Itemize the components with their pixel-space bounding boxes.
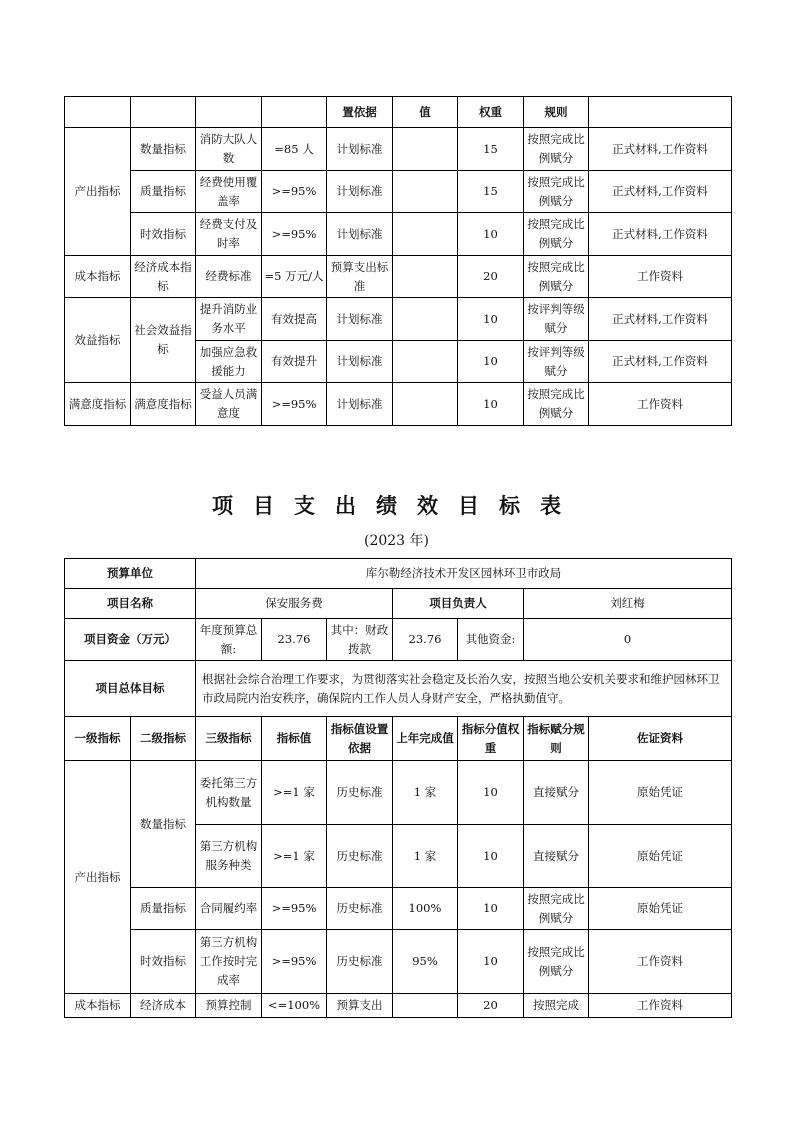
evidence-cell: 正式材料,工作资料: [589, 128, 732, 171]
header-cell: 上年完成值: [393, 717, 458, 761]
project-owner-label: 项目负责人: [393, 589, 524, 619]
value-cell: 有效提高: [262, 298, 327, 341]
prev-cell: [393, 341, 458, 383]
level3-cell: 加强应急救援能力: [196, 341, 262, 383]
annual-budget-label: 年度预算总额:: [196, 619, 262, 661]
weight-cell: 10: [458, 825, 524, 888]
table-header-row: [65, 97, 732, 128]
level3-cell: 提升消防业务水平: [196, 298, 262, 341]
value-cell: >=1 家: [262, 761, 327, 825]
level3-cell: 经费支付及时率: [196, 213, 262, 256]
level2-cell: 经济成本: [131, 994, 196, 1018]
level3-cell: 消防大队人数: [196, 128, 262, 171]
project-name-label: 项目名称: [65, 589, 196, 619]
rule-cell: 按照完成: [524, 994, 589, 1018]
rule-cell: 按照完成比例赋分: [524, 128, 589, 171]
page-title: 项目支出绩效目标表: [212, 494, 581, 518]
value-cell: >=1 家: [262, 825, 327, 888]
basis-cell: 预算支出标准: [327, 256, 393, 298]
level3-cell: 经费标准: [196, 256, 262, 298]
evidence-cell: 正式材料,工作资料: [589, 298, 732, 341]
other-funds-value: 0: [524, 619, 732, 661]
weight-cell: 20: [458, 994, 524, 1018]
rule-cell: 按照完成比例赋分: [524, 213, 589, 256]
weight-cell: 10: [458, 930, 524, 994]
header-cell: [262, 97, 327, 128]
basis-cell: 计划标准: [327, 383, 393, 426]
basis-cell: 历史标准: [327, 930, 393, 994]
header-cell: 权重: [458, 97, 524, 128]
level2-cell: 数量指标: [131, 761, 196, 888]
evidence-cell: 工作资料: [589, 383, 732, 426]
level3-cell: 经费使用覆盖率: [196, 171, 262, 213]
level1-cell: 效益指标: [65, 298, 131, 383]
basis-cell: 计划标准: [327, 298, 393, 341]
level2-cell: 经济成本指标: [131, 256, 196, 298]
level2-cell: 质量指标: [131, 888, 196, 930]
rule-cell: 按照完成比例赋分: [524, 930, 589, 994]
header-cell: 指标值设置依据: [327, 717, 393, 761]
level2-cell: 数量指标: [131, 128, 196, 171]
basis-cell: 计划标准: [327, 128, 393, 171]
basis-cell: 计划标准: [327, 213, 393, 256]
table-row: [65, 128, 732, 171]
header-cell: 指标值: [262, 717, 327, 761]
table-row: [65, 994, 732, 1018]
evidence-cell: 正式材料,工作资料: [589, 341, 732, 383]
weight-cell: 20: [458, 256, 524, 298]
table-row: [65, 383, 732, 426]
evidence-cell: 正式材料,工作资料: [589, 171, 732, 213]
goal-text: 根据社会综合治理工作要求，为贯彻落实社会稳定及长治久安，按照当地公安机关要求和维护园林环卫市政局院内治安秩序，确保院内工作人员人身财产安全，严格执勤值守。: [196, 661, 732, 717]
value-cell: >=95%: [262, 171, 327, 213]
goal-row: [65, 661, 732, 717]
prev-cell: [393, 256, 458, 298]
header-cell: 值: [393, 97, 458, 128]
level2-cell: 时效指标: [131, 213, 196, 256]
prev-cell: [393, 128, 458, 171]
fund-row: [65, 619, 732, 661]
basis-cell: 历史标准: [327, 825, 393, 888]
level1-cell: 满意度指标: [65, 383, 131, 426]
value-cell: >=95%: [262, 888, 327, 930]
prev-cell: [393, 213, 458, 256]
value-cell: >=95%: [262, 383, 327, 426]
value-cell: <=100%: [262, 994, 327, 1018]
rule-cell: 按照完成比例赋分: [524, 383, 589, 426]
level3-cell: 合同履约率: [196, 888, 262, 930]
level1-cell: 成本指标: [65, 994, 131, 1018]
level3-cell: 第三方机构服务种类: [196, 825, 262, 888]
level2-cell: 质量指标: [131, 171, 196, 213]
level1-cell: 成本指标: [65, 256, 131, 298]
prev-cell: [393, 994, 458, 1018]
evidence-cell: 工作资料: [589, 930, 732, 994]
weight-cell: 10: [458, 383, 524, 426]
table-row: [65, 930, 732, 994]
header-cell: [131, 97, 196, 128]
prev-cell: 1 家: [393, 761, 458, 825]
header-cell: [65, 97, 131, 128]
level2-cell: 时效指标: [131, 930, 196, 994]
table-row: [65, 298, 732, 341]
performance-goal-table: [64, 558, 732, 1018]
weight-cell: 15: [458, 171, 524, 213]
rule-cell: 按照完成比例赋分: [524, 888, 589, 930]
rule-cell: 按照完成比例赋分: [524, 171, 589, 213]
rule-cell: 直接赋分: [524, 761, 589, 825]
goal-label: 项目总体目标: [65, 661, 196, 717]
annual-budget-value: 23.76: [262, 619, 327, 661]
evidence-cell: 原始凭证: [589, 825, 732, 888]
prev-cell: 100%: [393, 888, 458, 930]
level3-cell: 第三方机构工作按时完成率: [196, 930, 262, 994]
unit-label: 预算单位: [65, 559, 196, 589]
prev-cell: [393, 171, 458, 213]
value-cell: =5 万元/人: [262, 256, 327, 298]
evidence-cell: 工作资料: [589, 994, 732, 1018]
level3-cell: 预算控制: [196, 994, 262, 1018]
evidence-cell: 正式材料,工作资料: [589, 213, 732, 256]
prev-cell: 95%: [393, 930, 458, 994]
unit-value: 库尔勒经济技术开发区园林环卫市政局: [196, 559, 732, 589]
header-cell: [589, 97, 732, 128]
basis-cell: 历史标准: [327, 888, 393, 930]
fund-label: 项目资金（万元）: [65, 619, 196, 661]
header-cell: 二级指标: [131, 717, 196, 761]
evidence-cell: 工作资料: [589, 256, 732, 298]
weight-cell: 15: [458, 128, 524, 171]
table-row: [65, 256, 732, 298]
level3-cell: 受益人员满意度: [196, 383, 262, 426]
basis-cell: 预算支出: [327, 994, 393, 1018]
header-cell: 规则: [524, 97, 589, 128]
header-cell: 一级指标: [65, 717, 131, 761]
basis-cell: 历史标准: [327, 761, 393, 825]
header-cell: 佐证资料: [589, 717, 732, 761]
evidence-cell: 原始凭证: [589, 761, 732, 825]
rule-cell: 按照完成比例赋分: [524, 256, 589, 298]
table-row: [65, 213, 732, 256]
rule-cell: 按评判等级赋分: [524, 298, 589, 341]
indicator-table-continued: [64, 96, 732, 426]
project-name-row: [65, 589, 732, 619]
level1-cell: 产出指标: [65, 128, 131, 256]
weight-cell: 10: [458, 888, 524, 930]
evidence-cell: 原始凭证: [589, 888, 732, 930]
table-row: [65, 171, 732, 213]
value-cell: =85 人: [262, 128, 327, 171]
header-cell: 指标赋分规则: [524, 717, 589, 761]
header-cell: 置依据: [327, 97, 393, 128]
prev-cell: [393, 383, 458, 426]
value-cell: 有效提升: [262, 341, 327, 383]
project-name-value: 保安服务费: [196, 589, 393, 619]
basis-cell: 计划标准: [327, 171, 393, 213]
level2-cell: 社会效益指标: [131, 298, 196, 383]
weight-cell: 10: [458, 341, 524, 383]
table-row: [65, 761, 732, 825]
year-subtitle: (2023 年): [363, 533, 429, 549]
value-cell: >=95%: [262, 213, 327, 256]
other-funds-label: 其他资金:: [458, 619, 524, 661]
weight-cell: 10: [458, 298, 524, 341]
rule-cell: 直接赋分: [524, 825, 589, 888]
rule-cell: 按评判等级赋分: [524, 341, 589, 383]
fiscal-label: 其中：财政拨款: [327, 619, 393, 661]
table-header-row: [65, 717, 732, 761]
unit-row: [65, 559, 732, 589]
prev-cell: 1 家: [393, 825, 458, 888]
level1-cell: 产出指标: [65, 761, 131, 994]
header-cell: 三级指标: [196, 717, 262, 761]
value-cell: >=95%: [262, 930, 327, 994]
level2-cell: 满意度指标: [131, 383, 196, 426]
weight-cell: 10: [458, 213, 524, 256]
weight-cell: 10: [458, 761, 524, 825]
prev-cell: [393, 298, 458, 341]
header-cell: [196, 97, 262, 128]
fiscal-value: 23.76: [393, 619, 458, 661]
project-owner-value: 刘红梅: [524, 589, 732, 619]
header-cell: 指标分值权重: [458, 717, 524, 761]
table-row: [65, 888, 732, 930]
level3-cell: 委托第三方机构数量: [196, 761, 262, 825]
basis-cell: 计划标准: [327, 341, 393, 383]
